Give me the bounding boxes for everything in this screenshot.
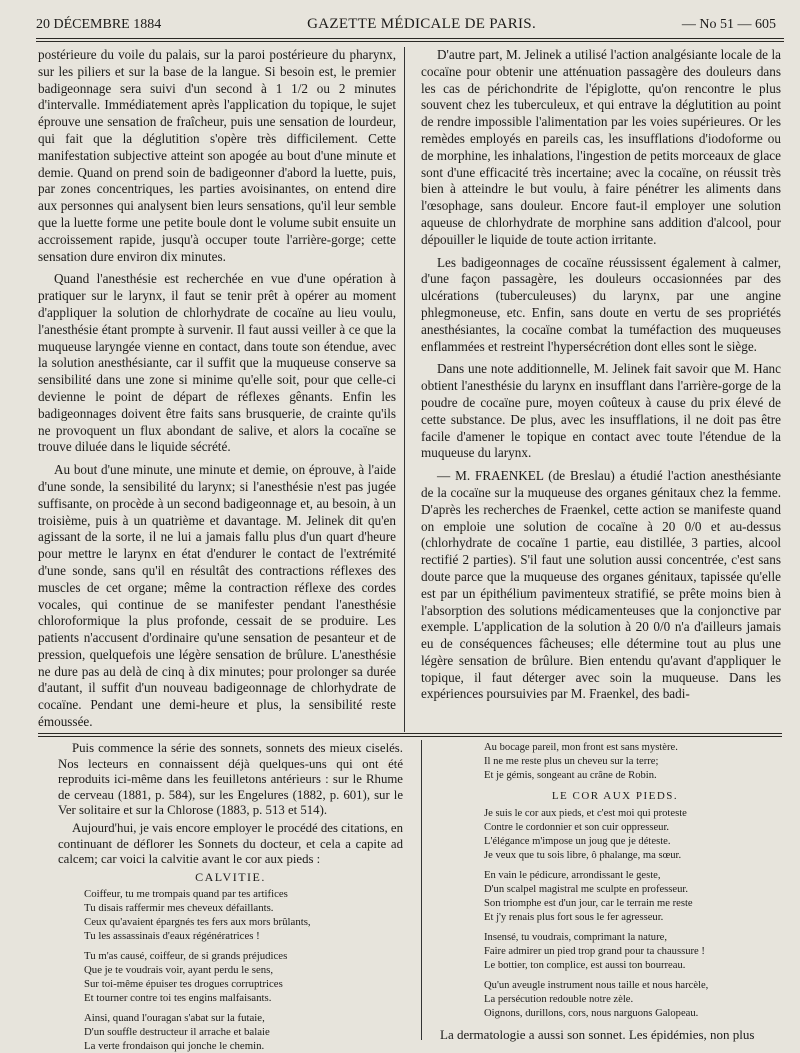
verse: D'un souffle destructeur il arrache et balaie bbox=[84, 1026, 270, 1039]
feuilleton-paragraph: Puis commence la série des sonnets, sonnets des mieux ciselés. Nos lecteurs en connaissent déjà quelques-uns qui ont été reproduits ici-même dans les feuilletons antérieurs : sur le Rhume de cerveau (1881, p. 584), sur les Engelures (1882, p. 601), sur le Ver solitaire et sur la Chlorose (1883, p. 513 et 514). bbox=[58, 741, 403, 818]
verse: Et tourner contre toi tes engins malfaisants. bbox=[84, 992, 272, 1005]
header-date: 20 DÉCEMBRE 1884 bbox=[36, 17, 162, 32]
verse: Que je te voudrais voir, ayant perdu le sens, bbox=[84, 964, 274, 977]
poem-title-calvitie: CALVITIE. bbox=[195, 869, 266, 884]
verse: Sur toi-même épuiser tes drogues corruptrices bbox=[84, 978, 283, 991]
poem-title-cor-aux-pieds: LE COR AUX PIEDS. bbox=[551, 790, 679, 802]
verse: Et je gémis, songeant au crâne de Robin. bbox=[484, 770, 657, 781]
verse: Je veux que tu sois libre, ô phalange, ma sœur. bbox=[484, 850, 682, 861]
header-issue-number: — No 51 — 605 bbox=[681, 17, 776, 32]
header-title: GAZETTE MÉDICALE DE PARIS. bbox=[307, 16, 536, 32]
verse: Ceux qu'avaient épargnés tes fers aux mors brûlants, bbox=[84, 916, 311, 929]
feuilleton-right bbox=[440, 741, 790, 1041]
paragraph: Quand l'anesthésie est recherchée en vue d'une opération à pratiquer sur le larynx, il faut se tenir prêt à opérer au moment d'appliquer la solution de chlorhydrate de cocaïne au lieu voulu, l'anesthésie étant prompte à survenir. Il faut aussi veiller à ce que la muqueuse laryngée vienne en contact, dans toute son étendue, avec la solution anesthésiante, car il suffit que la muqueuse conserve sa sensibilité dans une zone si minime qu'elle soit, pour que celle-ci devienne le point de départ de réflexes gênants. Enfin les badigeonnages doivent être faits sans brusquerie, de crainte qu'ils ne provoquent un flux abondant de salive, et alors la cocaïne se trouve diluée dans le liquide sécrété. bbox=[38, 271, 396, 455]
column-divider bbox=[404, 47, 405, 732]
right-column bbox=[421, 47, 781, 731]
paragraph: Les badigeonnages de cocaïne réussissent également à calmer, d'une façon passagère, les douleurs occasionnées par des ulcérations (tuberculeuses) du larynx, par une angine phlegmoneuse, etc. Enfin, sans doute en vertu de ses propriétés anesthésiantes, la cocaïne combat la tuméfaction des muqueuses enflammées et restreint l'hypersécrétion dont elles sont le siège. bbox=[421, 254, 781, 354]
verse: D'un scalpel magistral me sculpte en professeur. bbox=[484, 884, 689, 895]
verse: Contre le cordonnier et son cuir oppresseur. bbox=[484, 822, 670, 833]
paragraph: Au bout d'une minute, une minute et demie, on éprouve, à l'aide d'une sonde, la sensibilité du larynx; si l'anesthésie n'est pas jugée suffisante, on procède à un second badigeonnage et, au besoin, à un troisième, puis à un quatrième et davantage. M. Jelinek dit qu'en agissant de la sorte, il ne lui a jamais fallu plus d'un quart d'heure pour mettre le larynx en état d'endurer le contact de l'extrémité d'une sonde, sans qu'il en résultât des contractions réflexes des muscles de cet organe; même la contraction réflexe des cordes vocales, qui continue de se manifester pendant l'anesthésie chloroformique la plus profonde, cessait de se produire. Les patients n'accusent d'ordinaire qu'une sensation de pesanteur et de pression, quelquefois une légère sensation de brûlure. L'anesthésie ne dure pas au delà de cinq à dix minutes; pour prolonger sa durée d'autant, il suffit d'un nouveau badigeonnage de chlorhydrate de cocaïne. Pendant une demi-heure et plus, la sensibilité reste émoussée. bbox=[38, 462, 396, 730]
feuilleton-rule-thin bbox=[38, 736, 782, 737]
verse: Son triomphe est d'un jour, car le terrain me reste bbox=[484, 898, 693, 909]
paragraph: — M. FRAENKEL (de Breslau) a étudié l'action anesthésiante de la cocaïne sur la muqueuse des organes génitaux chez la femme. D'après les recherches de Fraenkel, cette action se manifeste quand on emploie une solution de cocaïne à 20 0/0 et au-dessus (chlorhydrate de cocaïne 1 partie, eau distillée, 3 parties, alcool rectifié 2 parties). S'il faut une solution aussi concentrée, c'est sans doute parce que la muqueuse des organes génitaux, tapissée qu'elle est par un épithélium pavimenteux stratifié, se prête moins bien à l'absorption des solutions médicamenteuses que la conjonctive par exemple. L'application de la solution à 20 0/0 n'a d'ailleurs jamais eu de conséquences fâcheuses; elle détermine tout au plus une légère sensation de brûlure. Bien entendu qu'avant d'appliquer le topique, il faut déterger avec soin la muqueuse. Dans les expériences poursuivies par M. Fraenkel, des badi- bbox=[421, 468, 781, 702]
verse: L'élégance m'impose un joug que je déteste. bbox=[484, 836, 671, 847]
verse: Tu m'as causé, coiffeur, de si grands préjudices bbox=[84, 950, 288, 963]
verse: Ainsi, quand l'ouragan s'abat sur la futaie, bbox=[84, 1012, 265, 1025]
left-column bbox=[38, 47, 396, 731]
paragraph: Dans une note additionnelle, M. Jelinek fait savoir que M. Hanc obtient l'anesthésie du larynx en insufflant dans l'arrière-gorge de la poudre de cocaïne pure, moyen coûteux à cause du prix élevé de cette substance. De plus, avec les insufflations, il ne doit pas être facile d'amener le topique en contact avec toute l'étendue de la muqueuse du larynx. bbox=[421, 361, 781, 461]
verse: Insensé, tu voudrais, comprimant la nature, bbox=[484, 932, 667, 943]
verse: Il ne me reste plus un cheveu sur la terre; bbox=[484, 756, 659, 767]
verse: La persécution redouble notre zèle. bbox=[484, 994, 634, 1005]
paragraph: D'autre part, M. Jelinek a utilisé l'action analgésiante locale de la cocaïne pour obtenir une atténuation passagère des douleurs dans les cas de périchondrite de l'épiglotte, qu'on rencontre le plus souvent chez les tuberculeux, et qui entrave la déglutition au point de rendre impossible l'alimentation par les voies supérieures. Or les remèdes employés en pareils cas, les insufflations d'iodoforme ou de morphine, les inhalations, l'ingestion de petits morceaux de glace sont d'une efficacité très incertaine; avec la cocaïne, on réussit très bien à atteindre le but voulu, à faire pénétrer les aliments dans l'œsophage, sans douleur. Encore faut-il employer une solution aqueuse de chlorhydrate de morphine sans addition d'alcool, pour dépouiller le liquide de toute action irritante. bbox=[421, 47, 781, 247]
verse: Tu disais raffermir mes cheveux défaillants. bbox=[84, 902, 274, 915]
verse: Et j'y renais plus fort sous le fer agresseur. bbox=[484, 912, 664, 923]
verse: Faire admirer un pied trop grand pour ta chaussure ! bbox=[484, 946, 705, 957]
poem-calvitie-tail bbox=[440, 741, 790, 783]
poem-cor-aux-pieds bbox=[440, 807, 790, 1021]
verse: La verte frondaison qui jonche le chemin. bbox=[84, 1040, 265, 1053]
verse: Oignons, durillons, cors, nous narguons Galopeau. bbox=[484, 1008, 699, 1019]
header-rule-thin bbox=[36, 41, 784, 42]
verse: Coiffeur, tu me trompais quand par tes artifices bbox=[84, 888, 288, 901]
verse: Le bottier, ton complice, est aussi ton bourreau. bbox=[484, 960, 686, 971]
verse: Je suis le cor aux pieds, et c'est moi qui proteste bbox=[484, 808, 687, 819]
feuilleton-paragraph: Aujourd'hui, je vais encore employer le procédé des citations, en continuant de déflorer les Sonnets du docteur, et cela a capite ad calcem; car voici la calvitie avant le cor aux pieds : bbox=[58, 820, 404, 867]
feuilleton-rule bbox=[38, 733, 782, 734]
verse: Tu les assassinais d'eaux régénératrices ! bbox=[84, 930, 260, 943]
paragraph: postérieure du voile du palais, sur la paroi postérieure du pharynx, sur les piliers et sur la base de la langue. Si besoin est, le premier badigeonnage sera suivi d'un second à 1 1/2 ou 2 minutes d'intervalle. Immédiatement après l'application du topique, le sujet éprouve une sensation de fraîcheur, puis une sensation de lourdeur, qui fait que la déglutition s'opère très difficilement. Cette manifestation subjective atteint son apogée au bout d'une minute et demie. Quand on prend soin de badigeonner d'abord la luette, puis, par zones concentriques, les parties avoisinantes, on entend dire aux personnes qui analysent bien leurs sensations, qu'il leur semble que la luette forme une petite boule dont le volume subit ensuite un accroissement rapide, jusqu'à occuper toute l'arrière-gorge; cette sensation dure environ dix minutes. bbox=[38, 47, 396, 264]
page-header bbox=[36, 16, 776, 38]
verse: En vain le pédicure, arrondissant le geste, bbox=[484, 870, 661, 881]
feuilleton-closing-line: La dermatologie a aussi son sonnet. Les épidémies, non plus bbox=[440, 1027, 755, 1042]
feuilleton-left bbox=[58, 741, 404, 1053]
header-rule bbox=[36, 38, 784, 39]
verse: Qu'un aveugle instrument nous taille et nous harcèle, bbox=[484, 980, 709, 991]
feuilleton-divider bbox=[421, 740, 422, 1040]
verse: Au bocage pareil, mon front est sans mystère. bbox=[484, 742, 678, 753]
poem-calvitie bbox=[58, 887, 403, 1053]
